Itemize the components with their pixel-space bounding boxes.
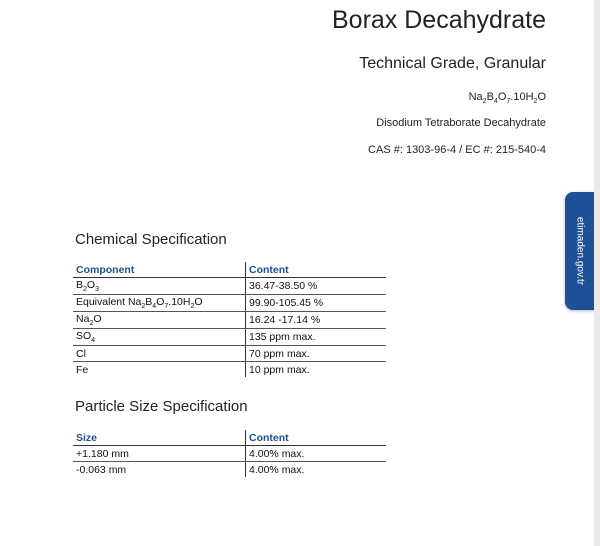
table-row [73,329,386,346]
table-row [73,295,386,312]
content-cell: 36.47-38.50 % [246,278,387,295]
alternate-name: Disodium Tetraborate Decahydrate [376,117,546,129]
component-part: SO [76,330,92,343]
component-part: O [156,296,165,309]
table-row [73,346,386,362]
component-cell [73,346,246,362]
page-title: Borax Decahydrate [331,6,546,34]
size-cell: -0.063 mm [76,463,127,476]
table-header-row [73,262,386,278]
component-sub: 3 [95,286,99,294]
formula-part: O [537,91,546,103]
chemical-spec-table [73,262,386,377]
particle-spec-title: Particle Size Specification [75,398,248,415]
formula-sub: 4 [493,98,498,106]
table-row [73,312,386,329]
table-row [73,362,386,378]
component-cell [73,295,246,312]
column-header-content: Content [246,262,387,278]
component-part: B [145,296,153,309]
column-header-size: Size [73,430,246,446]
chemical-spec-title: Chemical Specification [75,231,227,248]
formula-sub: 2 [533,98,538,106]
component-part: Na [76,313,90,326]
component-part: O [194,296,203,309]
component-part: Fe [76,363,89,376]
content-cell: 4.00% max. [246,462,387,478]
content-cell: 99.90-105.45 % [246,295,387,312]
chemical-formula [469,91,546,105]
component-part: O [86,279,96,291]
component-sub: 4 [91,337,96,345]
component-sub: 4 [152,303,157,311]
content-cell: 16.24 -17.14 % [246,312,387,329]
component-part: .10H [168,296,191,309]
content-cell: 10 ppm max. [246,362,387,378]
particle-spec-table [73,430,386,477]
cas-ec-number: CAS #: 1303-96-4 / EC #: 215-540-4 [368,144,546,156]
component-sub: 2 [89,320,94,328]
column-header-component: Component [73,262,246,278]
component-part: O [93,313,102,326]
table-row [73,446,386,462]
page-edge-divider [594,0,600,546]
component-sub: 2 [141,303,146,311]
formula-sub: 2 [482,98,487,106]
component-part: Cl [76,347,86,360]
component-cell [73,362,246,378]
component-sub: 2 [83,286,87,294]
component-part: B [76,279,84,291]
content-cell: 70 ppm max. [246,346,387,362]
formula-part: B [486,91,494,103]
formula-sub: 7 [506,98,511,106]
component-part: Equivalent Na [76,296,142,309]
website-link[interactable]: etimaden.gov.tr [574,216,586,286]
formula-part: .10H [510,91,534,103]
component-cell [73,312,246,329]
table-row [73,462,386,478]
component-cell [73,278,246,295]
component-cell [73,329,246,346]
website-side-tab[interactable] [565,192,595,310]
table-row [73,278,386,295]
table-header-row [73,430,386,446]
size-cell: +1.180 mm [73,446,246,462]
formula-part: Na [468,91,483,103]
content-cell: 135 ppm max. [246,329,387,346]
content-cell: 4.00% max. [246,446,387,462]
column-header-content: Content [246,430,387,446]
component-sub: 7 [164,303,169,311]
formula-part: O [497,91,507,103]
page-subtitle: Technical Grade, Granular [359,55,546,72]
component-sub: 2 [190,303,195,311]
